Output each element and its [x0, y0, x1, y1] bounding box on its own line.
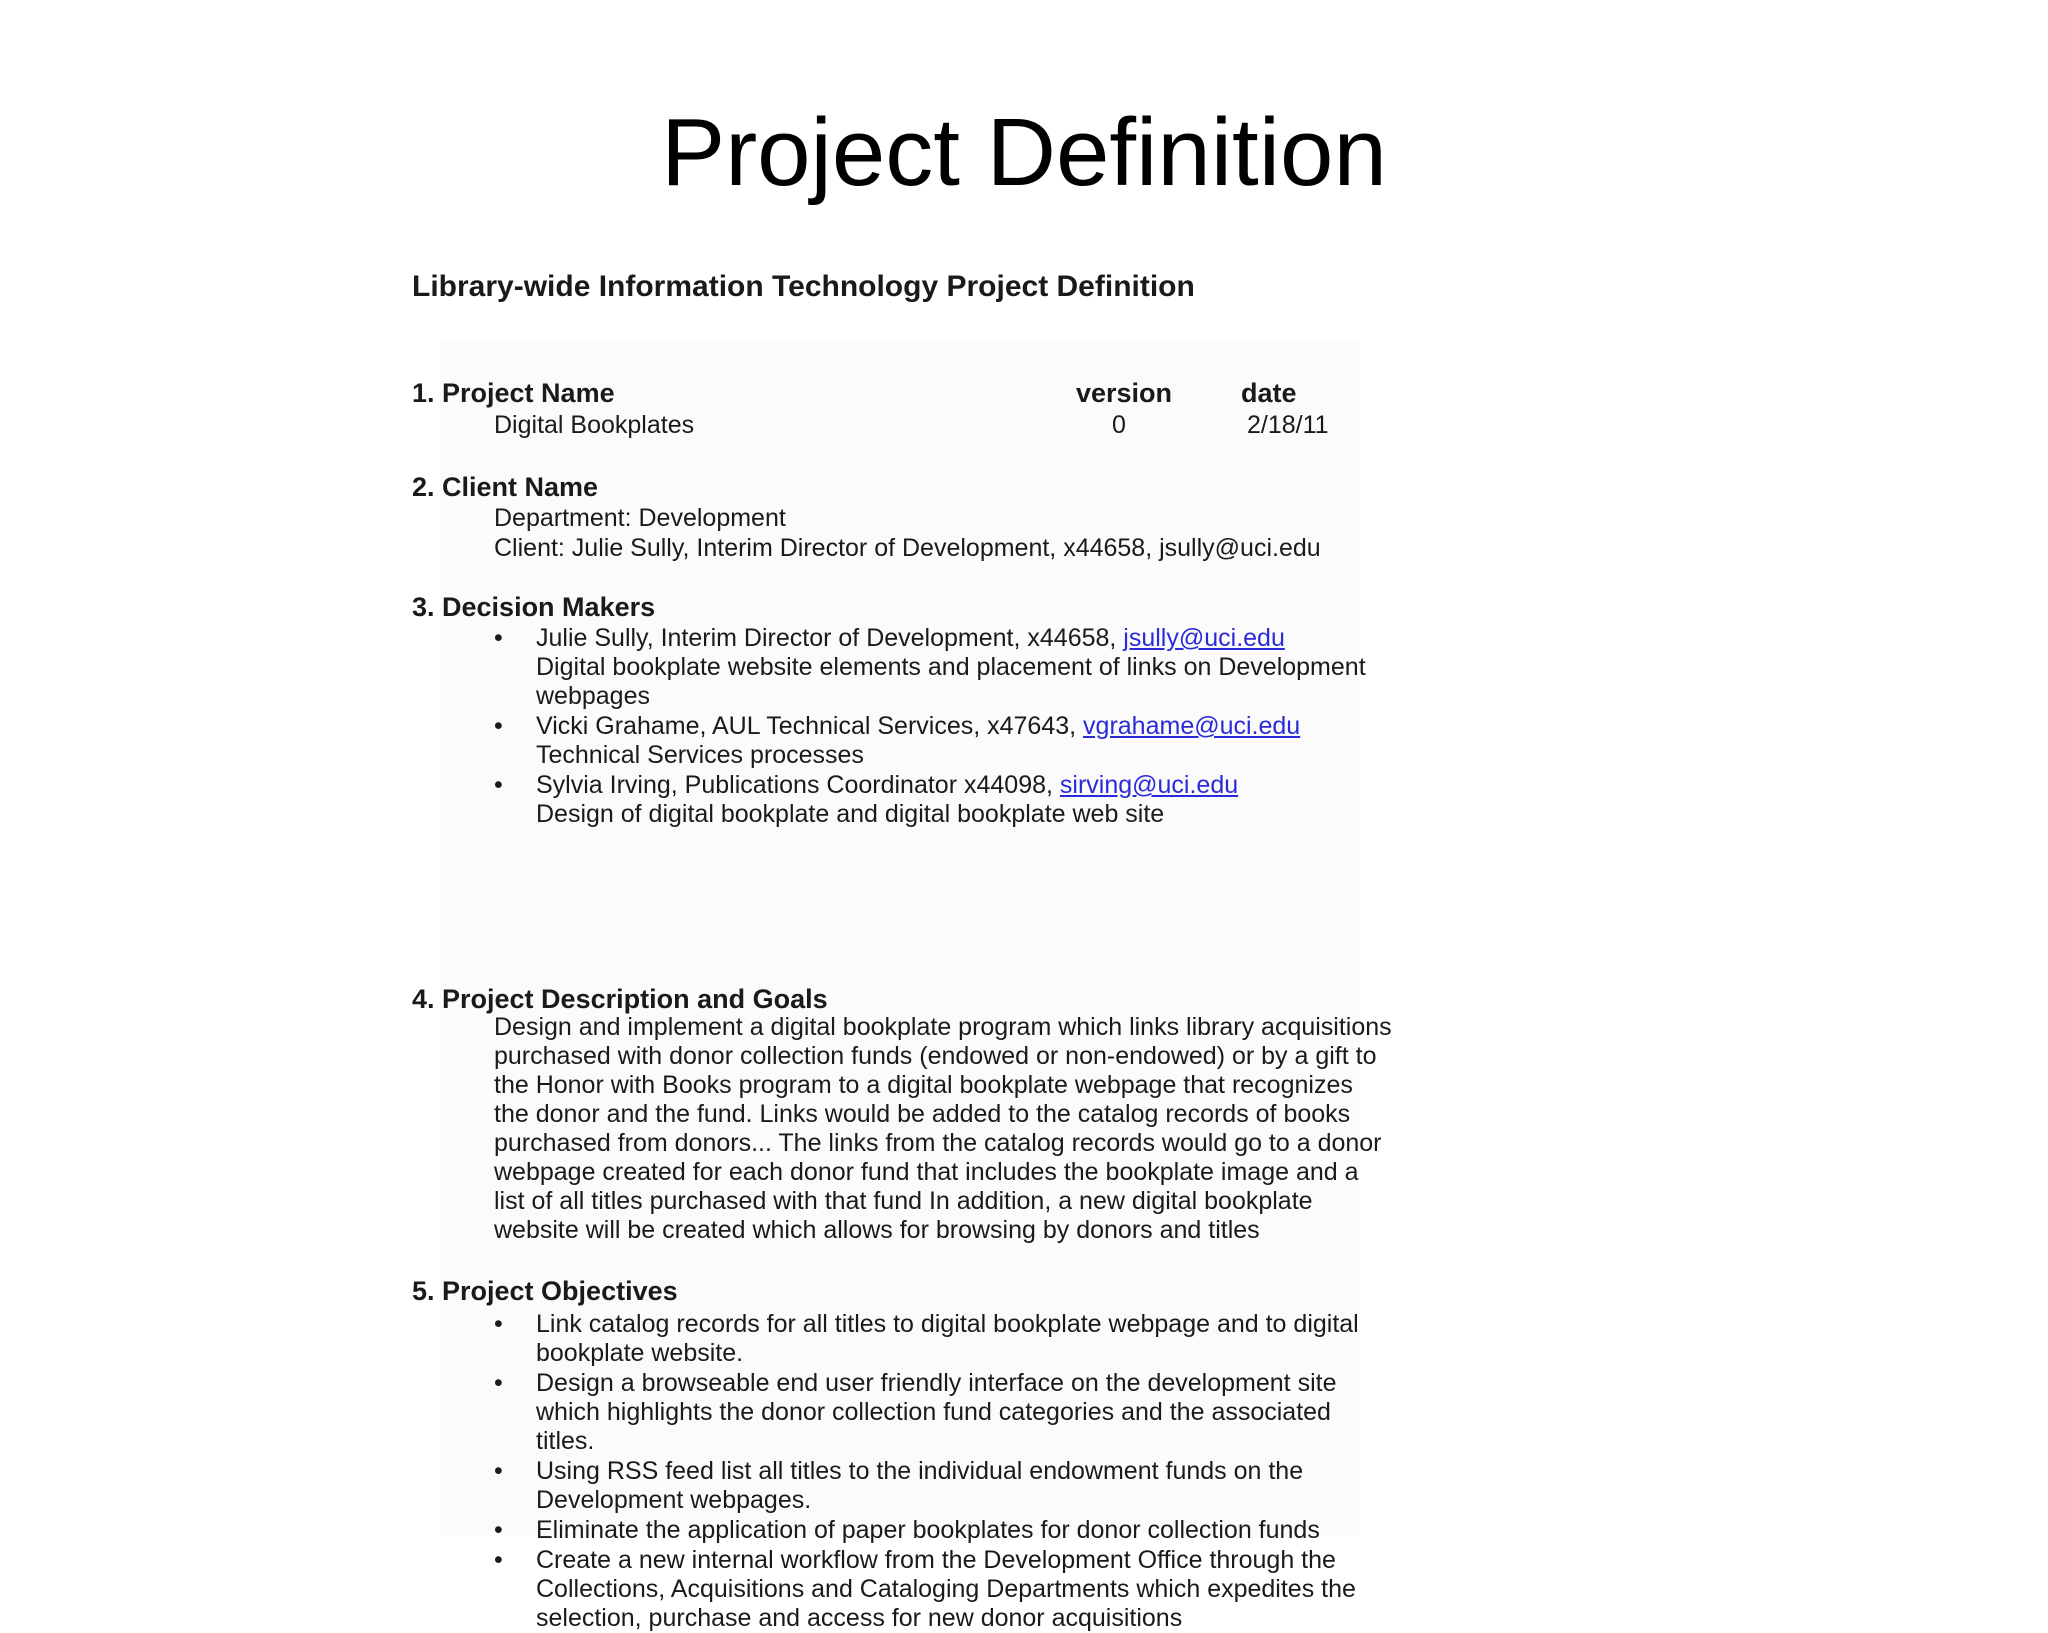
document-title: Library-wide Information Technology Project Definition — [412, 270, 1195, 303]
paragraph-line: the Honor with Books program to a digital bookplate webpage that recognizes — [494, 1071, 1353, 1099]
version-label: version — [1076, 378, 1173, 408]
section-5-heading: 5. Project Objectives — [412, 1276, 678, 1306]
bullet-icon: • — [494, 624, 503, 652]
decision-makers-list — [494, 624, 1424, 829]
bullet-icon: • — [494, 771, 503, 799]
list-item — [494, 1516, 1424, 1545]
objective-line: Create a new internal workflow from the Development Office through the — [536, 1546, 1336, 1574]
client-contact: Client: Julie Sully, Interim Director of Development, x44658, jsully@uci.edu — [494, 534, 1321, 562]
objective-line: Development webpages. — [536, 1486, 812, 1514]
list-item — [494, 1310, 1424, 1368]
list-item — [494, 1369, 1424, 1456]
email-link[interactable]: sirving@uci.edu — [1059, 771, 1239, 799]
project-definition-document — [412, 270, 1422, 1632]
list-item — [494, 1457, 1424, 1515]
paragraph-line: website will be created which allows for browsing by donors and titles — [494, 1216, 1260, 1244]
paragraph-line: the donor and the fund. Links would be added to the catalog records of books — [494, 1100, 1351, 1128]
project-description — [494, 1013, 1434, 1245]
decision-maker-name: Julie Sully, Interim Director of Development, x44658, — [536, 624, 1124, 652]
date-label: date — [1241, 378, 1297, 408]
email-link[interactable]: vgrahame@uci.edu — [1083, 712, 1301, 740]
decision-maker-role: Design of digital bookplate and digital bookplate web site — [536, 800, 1165, 828]
decision-maker-name: Vicki Grahame, AUL Technical Services, x47643, — [536, 712, 1084, 740]
objective-line: Link catalog records for all titles to digital bookplate webpage and to digital — [536, 1310, 1359, 1338]
objective-line: which highlights the donor collection fund categories and the associated — [536, 1398, 1331, 1426]
project-objectives-list — [494, 1310, 1424, 1633]
bullet-icon: • — [494, 1457, 503, 1485]
email-link[interactable]: jsully@uci.edu — [1123, 624, 1285, 652]
objective-line: bookplate website. — [536, 1339, 744, 1367]
paragraph-line: list of all titles purchased with that fund In addition, a new digital bookplate — [494, 1187, 1313, 1215]
paragraph-line: Design and implement a digital bookplate program which links library acquisitions — [494, 1013, 1392, 1041]
objective-line: Design a browseable end user friendly interface on the development site — [536, 1369, 1337, 1397]
bullet-icon: • — [494, 1369, 503, 1397]
paragraph-line: purchased with donor collection funds (endowed or non-endowed) or by a gift to — [494, 1042, 1377, 1070]
objective-line: selection, purchase and access for new donor acquisitions — [536, 1604, 1183, 1632]
list-item — [494, 1546, 1424, 1633]
bullet-icon: • — [494, 712, 503, 740]
section-1-heading: 1. Project Name — [412, 378, 615, 408]
decision-maker-role: Digital bookplate website elements and placement of links on Development — [536, 653, 1366, 681]
decision-maker-name: Sylvia Irving, Publications Coordinator x44098, — [536, 771, 1060, 799]
list-item — [494, 624, 1424, 711]
client-department: Department: Development — [494, 504, 786, 532]
list-item — [494, 712, 1424, 770]
objective-line: titles. — [536, 1427, 595, 1455]
objective-line: Collections, Acquisitions and Cataloging Departments which expedites the — [536, 1575, 1356, 1603]
section-4-heading: 4. Project Description and Goals — [412, 984, 828, 1014]
paragraph-line: purchased from donors... The links from the catalog records would go to a donor — [494, 1129, 1382, 1157]
paragraph-line: webpage created for each donor fund that includes the bookplate image and a — [494, 1158, 1359, 1186]
section-2-heading: 2. Client Name — [412, 472, 599, 502]
bullet-icon: • — [494, 1516, 503, 1544]
bullet-icon: • — [494, 1546, 503, 1574]
decision-maker-role: webpages — [536, 682, 650, 710]
slide-title: Project Definition — [661, 99, 1387, 206]
bullet-icon: • — [494, 1310, 503, 1338]
date-value: 2/18/11 — [1247, 411, 1329, 439]
objective-line: Using RSS feed list all titles to the individual endowment funds on the — [536, 1457, 1304, 1485]
project-name-value: Digital Bookplates — [494, 411, 695, 439]
section-3-heading: 3. Decision Makers — [412, 592, 656, 622]
list-item — [494, 771, 1424, 829]
version-value: 0 — [1112, 411, 1126, 439]
objective-line: Eliminate the application of paper bookplates for donor collection funds — [536, 1516, 1320, 1544]
decision-maker-role: Technical Services processes — [536, 741, 864, 769]
